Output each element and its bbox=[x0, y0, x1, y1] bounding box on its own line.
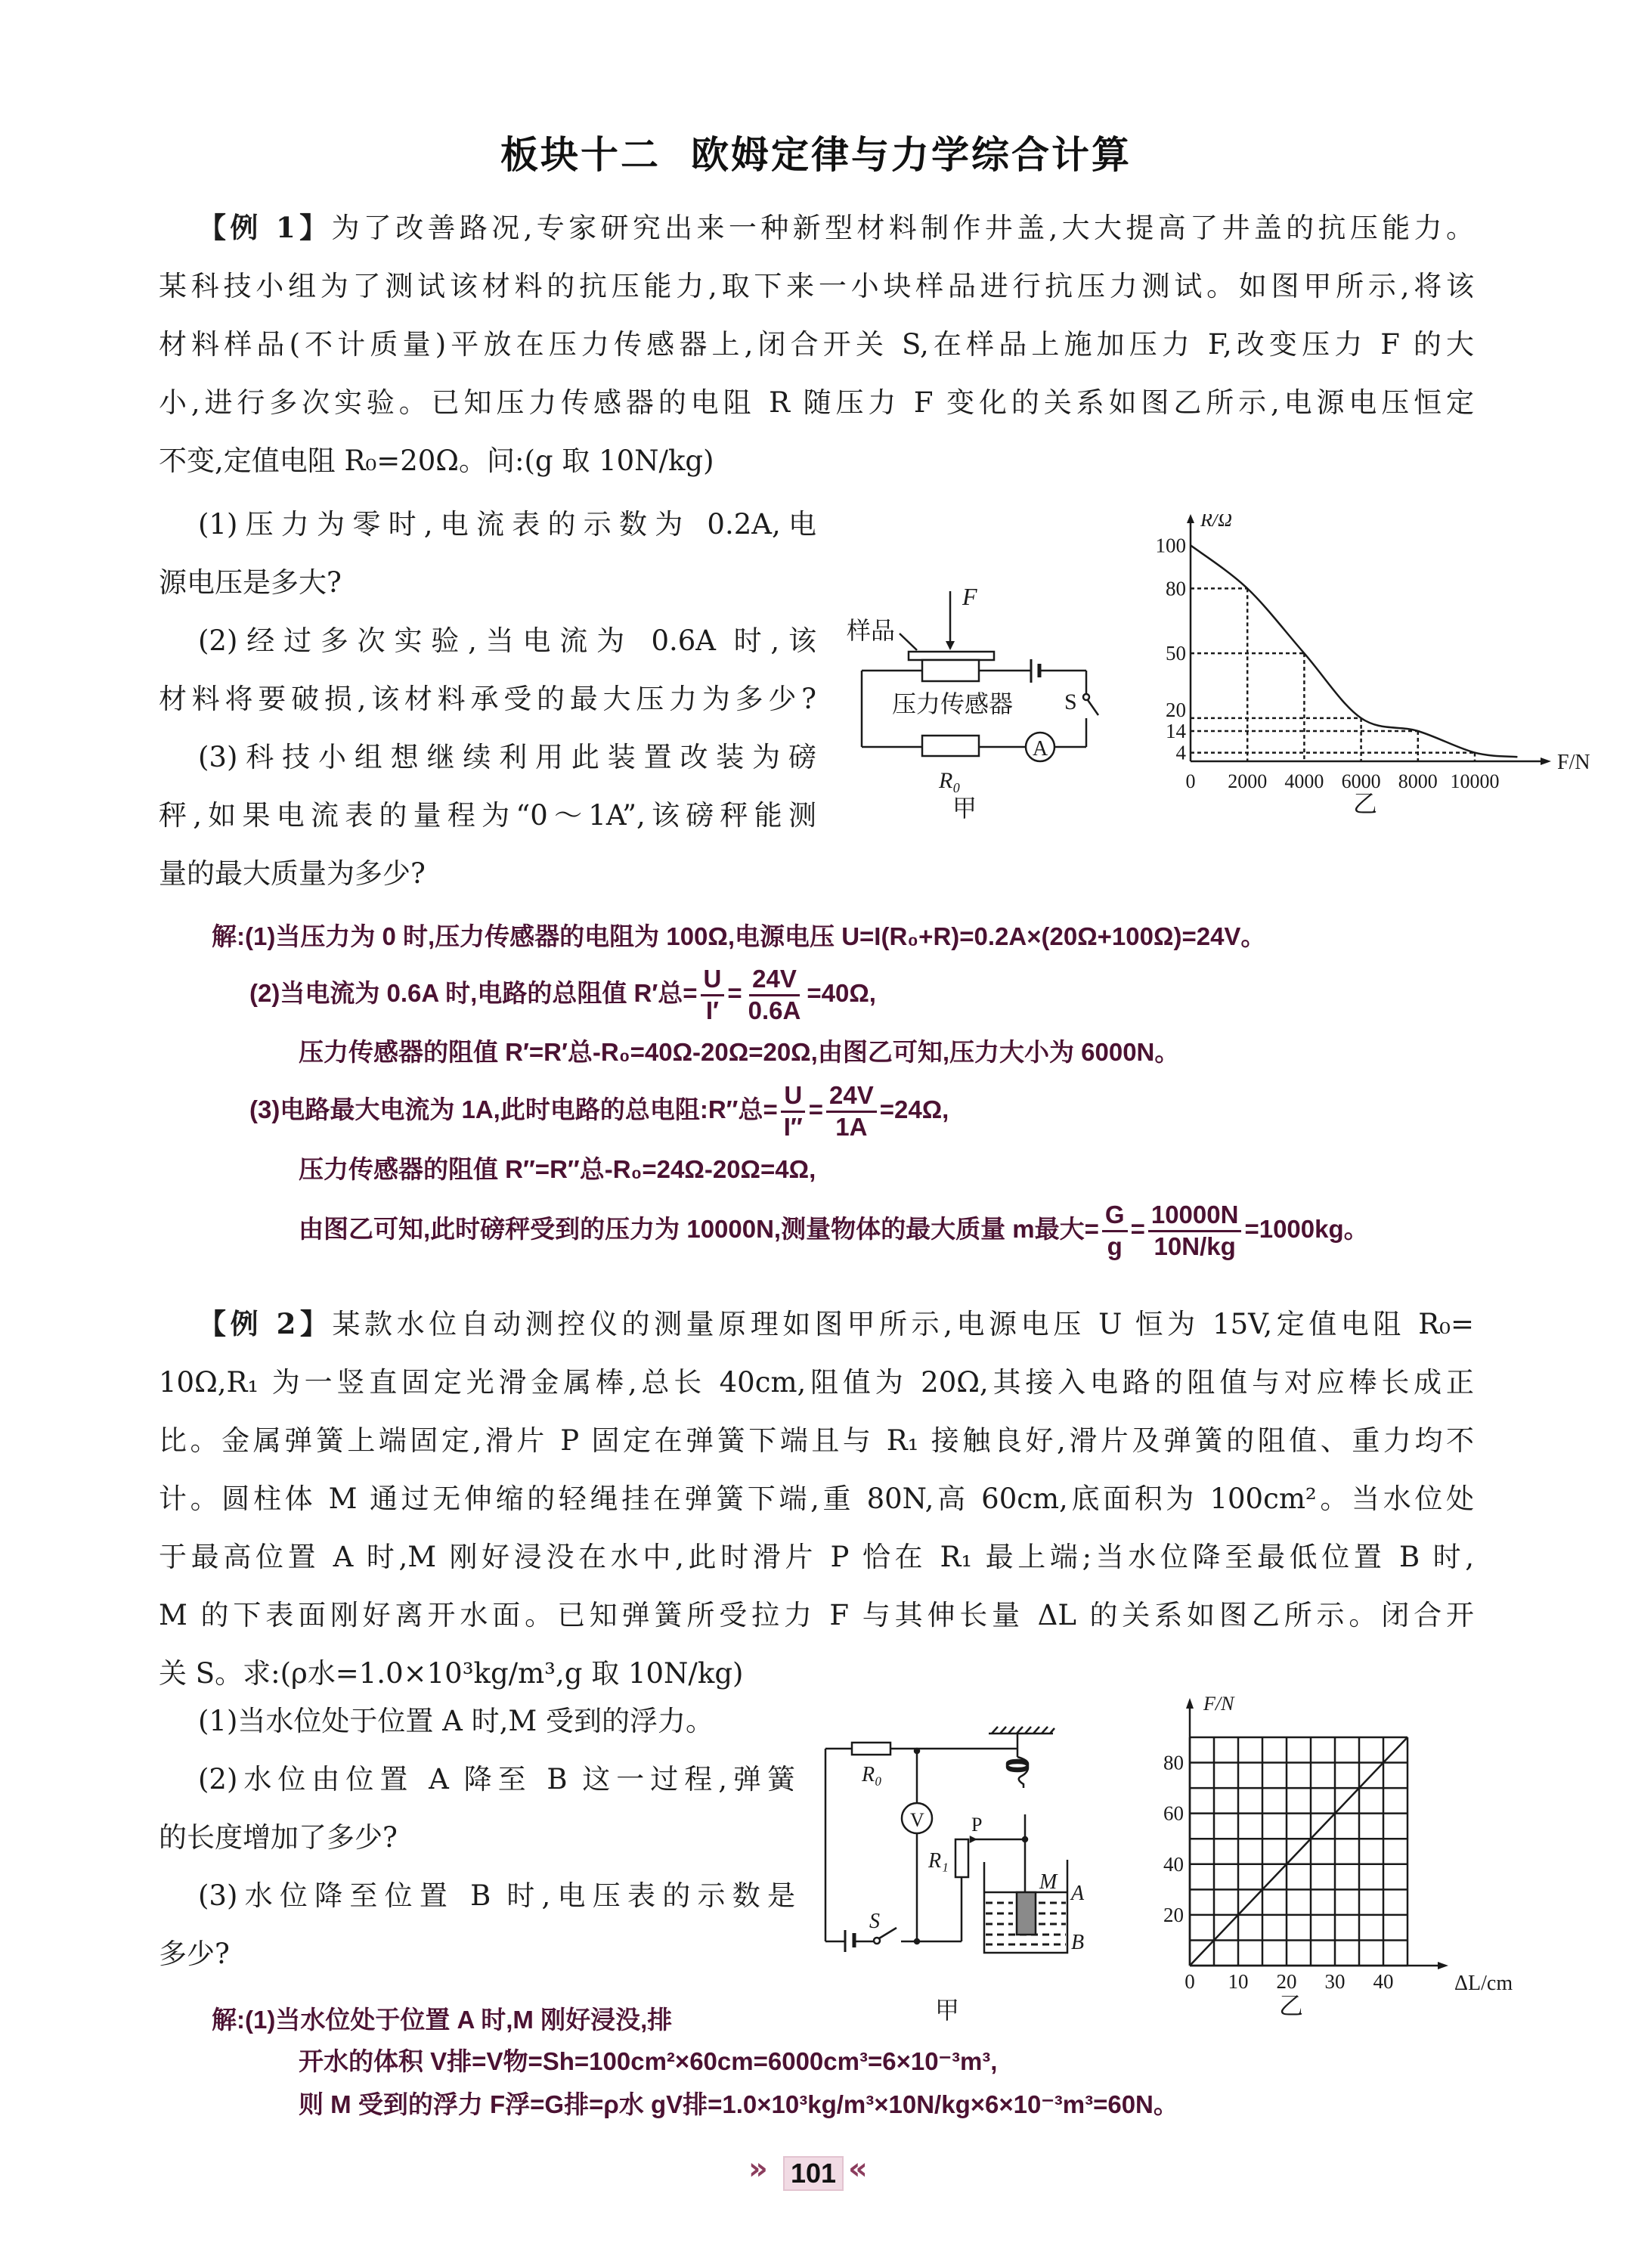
example2-label: 【例 2】 bbox=[198, 1307, 333, 1340]
example1-line-2: 某科技小组为了测试该材料的抗压能力,取下来一小块样品进行抗压力测试。如图甲所示,将该 bbox=[159, 270, 1474, 302]
ex1-solution-line-3: 压力传感器的阻值 R′=R′总-R₀=40Ω-20Ω=20Ω,由图乙可知,压力大小为 6000N。 bbox=[299, 1038, 1180, 1066]
resistor-r1 bbox=[955, 1839, 968, 1877]
switch-pivot bbox=[874, 1938, 880, 1944]
f-vs-dl-chart bbox=[1134, 1693, 1587, 2026]
y-axis-arrow bbox=[1186, 1698, 1194, 1709]
fraction bbox=[826, 1083, 877, 1140]
numerator: 24V bbox=[749, 966, 800, 996]
figure-jia-caption: 甲 bbox=[952, 794, 977, 823]
solution-text: =1000kg。 bbox=[1244, 1214, 1369, 1243]
example1-line-3: 材料样品(不计质量)平放在压力传感器上,闭合开关 S,在样品上施加压力 F,改变压力 F 的大 bbox=[159, 328, 1474, 361]
ex2-circuit-diagram bbox=[816, 1709, 1134, 2026]
switch-blade bbox=[879, 1928, 897, 1938]
x-tick-label: 20 bbox=[1276, 1970, 1297, 1993]
example1-line-5: 不变,定值电阻 R₀=20Ω。问:(g 取 10N/kg) bbox=[159, 445, 714, 477]
ex1-solution-line-2 bbox=[249, 966, 876, 1024]
x-tick-label: 0 bbox=[1185, 1970, 1195, 1993]
x-tick-label: 10000 bbox=[1450, 770, 1500, 792]
x-tick-label: 8000 bbox=[1398, 770, 1438, 792]
example2-line-2: 10Ω,R₁ 为一竖直固定光滑金属棒,总长 40cm,阻值为 20Ω,其接入电路的阻值与对应棒长成正 bbox=[159, 1366, 1474, 1399]
ex2-solution-line-2: 开水的体积 V排=V物=Sh=100cm²×60cm=6000cm³=6×10⁻³m³, bbox=[299, 2047, 998, 2075]
example2-line-5: 于最高位置 A 时,M 刚好浸没在水中,此时滑片 P 恰在 R₁ 最上端;当水位降至最低位置 B 时, bbox=[159, 1541, 1474, 1573]
force-label: F bbox=[962, 583, 977, 610]
ceiling-hatch bbox=[992, 1727, 1054, 1734]
x-tick-label: 10 bbox=[1228, 1970, 1249, 1993]
figure-yi-caption: 乙 bbox=[1353, 789, 1378, 816]
denominator: 10N/kg bbox=[1154, 1232, 1236, 1260]
example2-text: 某款水位自动测控仪的测量原理如图甲所示,电源电压 U 恒为 15V,定值电阻 R₀= bbox=[332, 1308, 1474, 1340]
solution-text: (2)当电流为 0.6A 时,电路的总阻值 R′总= bbox=[249, 978, 698, 1007]
y-tick-label: 80 bbox=[1166, 577, 1186, 600]
chevron-right-icon: » bbox=[748, 2152, 768, 2186]
fraction bbox=[701, 966, 725, 1024]
solution-text: (3)电路最大电流为 1A,此时电路的总电阻:R″总= bbox=[249, 1095, 778, 1123]
solution-text: =40Ω, bbox=[807, 978, 876, 1007]
switch-pivot bbox=[1083, 694, 1089, 700]
y-tick-label: 14 bbox=[1166, 720, 1186, 742]
y-axis-arrow bbox=[1187, 514, 1194, 523]
example1-line-4: 小,进行多次实验。已知压力传感器的电阻 R 随压力 F 变化的关系如图乙所示,电源电压恒定 bbox=[159, 386, 1474, 419]
numerator: 24V bbox=[826, 1083, 877, 1113]
section-topic: 欧姆定律与力学综合计算 bbox=[691, 133, 1132, 177]
x-tick-label: 4000 bbox=[1284, 770, 1324, 792]
example2-line-6: M 的下表面刚好离开水面。已知弹簧所受拉力 F 与其伸长量 ΔL 的关系如图乙所示。闭合开 bbox=[159, 1599, 1474, 1631]
ex1-q2-line2: 材料将要破损,该材料承受的最大压力为多少? bbox=[159, 683, 816, 715]
ex2-solution-line-3: 则 M 受到的浮力 F浮=G排=ρ水 gV排=1.0×10³kg/m³×10N/kg×6×10⁻³m³=60N。 bbox=[299, 2090, 1178, 2118]
fraction bbox=[1148, 1202, 1242, 1259]
solution-text: 由图乙可知,此时磅秤受到的压力为 10000N,测量物体的最大质量 m最大= bbox=[299, 1214, 1099, 1243]
denominator: 0.6A bbox=[748, 996, 801, 1024]
x-tick-label: 40 bbox=[1373, 1970, 1394, 1993]
fraction bbox=[781, 1083, 806, 1140]
figure-yi-caption: 乙 bbox=[1279, 1991, 1304, 2020]
slider-label: P bbox=[971, 1814, 983, 1836]
y-tick-label: 40 bbox=[1163, 1852, 1184, 1876]
slider-p bbox=[971, 1837, 975, 1842]
x-axis-label: ΔL/cm bbox=[1454, 1972, 1513, 1995]
y-tick-label: 20 bbox=[1166, 699, 1186, 721]
force-arrowhead bbox=[946, 641, 955, 650]
ex1-q3-line3: 量的最大质量为多少? bbox=[159, 857, 426, 890]
y-tick-label: 50 bbox=[1166, 642, 1186, 665]
denominator: I″ bbox=[783, 1112, 803, 1141]
example2-line-3: 比。金属弹簧上端固定,滑片 P 固定在弹簧下端且与 R₁ 接触良好,滑片及弹簧的阻值、重力均不 bbox=[159, 1424, 1474, 1457]
ex1-q2-line1: (2)经过多次实验,当电流为 0.6A 时,该 bbox=[198, 624, 816, 657]
cylinder-label: M bbox=[1039, 1870, 1058, 1894]
example2-line-4: 计。圆柱体 M 通过无伸缩的轻绳挂在弹簧下端,重 80N,高 60cm,底面积为 100cm²。当水位处 bbox=[159, 1483, 1474, 1515]
spring bbox=[1007, 1757, 1028, 1788]
page-title bbox=[0, 125, 1632, 179]
ex2-q2-line1: (2)水位由位置 A 降至 B 这一过程,弹簧 bbox=[198, 1763, 795, 1796]
ex1-q1-line2: 源电压是多大? bbox=[159, 566, 342, 599]
resistor-r0 bbox=[852, 1743, 890, 1755]
y-axis-label: F/N bbox=[1203, 1693, 1234, 1715]
r1-label: R₁ bbox=[928, 1849, 949, 1873]
example1-label: 【例 1】 bbox=[198, 211, 332, 244]
y-axis-label: R/Ω bbox=[1200, 514, 1232, 531]
sample-label: 样品 bbox=[847, 616, 896, 645]
ammeter-label: A bbox=[1033, 737, 1048, 761]
level-b-label: B bbox=[1071, 1931, 1085, 1954]
sample-leader-line bbox=[900, 634, 917, 650]
solution-text: =24Ω, bbox=[879, 1095, 949, 1123]
y-tick-label: 4 bbox=[1175, 741, 1186, 764]
ex1-q3-line2: 秤,如果电流表的量程为“0～1A”,该磅秤能测 bbox=[159, 799, 816, 832]
r-vs-f-chart bbox=[1134, 514, 1618, 816]
ex1-solution-line-6 bbox=[299, 1202, 1369, 1259]
fraction bbox=[745, 966, 804, 1024]
ex1-solution-line-5: 压力传感器的阻值 R″=R″总-R₀=24Ω-20Ω=4Ω, bbox=[299, 1155, 816, 1183]
y-tick-label: 60 bbox=[1163, 1802, 1184, 1825]
numerator: 10000N bbox=[1148, 1202, 1242, 1232]
example1-text: 为了改善路况,专家研究出来一种新型材料制作井盖,大大提高了井盖的抗压能力。 bbox=[331, 212, 1474, 244]
example1-line-1 bbox=[198, 211, 1474, 244]
level-a-label: A bbox=[1071, 1882, 1085, 1905]
example2-line-7: 关 S。求:(ρ水=1.0×10³kg/m³,g 取 10N/kg) bbox=[159, 1657, 744, 1690]
ex1-circuit-diagram bbox=[839, 575, 1141, 824]
ex1-solution-line-4 bbox=[249, 1083, 949, 1140]
chevron-left-icon: « bbox=[848, 2152, 868, 2186]
r0-label: R₀ bbox=[862, 1763, 882, 1786]
switch-label: S bbox=[1064, 689, 1077, 714]
ex1-q1-line1: (1)压力为零时,电流表的示数为 0.2A,电 bbox=[198, 508, 816, 541]
numerator: U bbox=[781, 1083, 805, 1113]
page-number: 101 bbox=[783, 2156, 844, 2191]
ex2-q3-line2: 多少? bbox=[159, 1938, 230, 1970]
ex1-q3-line1: (3)科技小组想继续利用此装置改装为磅 bbox=[198, 741, 816, 773]
x-tick-label: 0 bbox=[1185, 770, 1196, 792]
voltmeter-label: V bbox=[910, 1809, 924, 1831]
numerator: G bbox=[1102, 1202, 1128, 1232]
x-tick-label: 6000 bbox=[1341, 770, 1381, 792]
ex2-q2-line2: 的长度增加了多少? bbox=[159, 1821, 398, 1854]
y-tick-label: 20 bbox=[1163, 1903, 1184, 1926]
ex2-q3-line1: (3)水位降至位置 B 时,电压表的示数是 bbox=[198, 1879, 795, 1912]
ex2-q1: (1)当水位处于位置 A 时,M 受到的浮力。 bbox=[198, 1705, 714, 1737]
ex1-solution-line-1: 解:(1)当压力为 0 时,压力传感器的电阻为 100Ω,电源电压 U=I(R₀+R)=0.2A×(20Ω+100Ω)=24V。 bbox=[212, 922, 1266, 950]
y-tick-label: 100 bbox=[1155, 534, 1186, 557]
r0-label: R₀ bbox=[939, 768, 961, 793]
switch-label: S bbox=[869, 1910, 880, 1933]
section-number: 板块十二 bbox=[500, 133, 661, 177]
force-extension-line bbox=[1190, 1737, 1407, 1966]
switch-blade bbox=[1088, 700, 1098, 715]
equals: = bbox=[808, 1095, 824, 1123]
resistance-curve bbox=[1191, 545, 1517, 757]
example2-line-1 bbox=[198, 1307, 1474, 1340]
equals: = bbox=[1130, 1214, 1145, 1243]
equals: = bbox=[727, 978, 742, 1007]
figure-jia-caption: 甲 bbox=[935, 1996, 960, 2025]
x-axis-label: F/N bbox=[1557, 751, 1590, 774]
denominator: 1A bbox=[835, 1112, 868, 1141]
x-tick-label: 2000 bbox=[1228, 770, 1268, 792]
fraction bbox=[1102, 1202, 1128, 1259]
x-tick-label: 30 bbox=[1324, 1970, 1346, 1993]
numerator: U bbox=[701, 966, 725, 996]
sample-plate bbox=[909, 652, 994, 660]
resistor-r0 bbox=[922, 736, 979, 756]
denominator: I′ bbox=[705, 996, 719, 1024]
y-tick-label: 80 bbox=[1163, 1751, 1184, 1774]
denominator: g bbox=[1107, 1232, 1123, 1260]
pressure-sensor bbox=[922, 660, 979, 681]
x-axis-arrow bbox=[1438, 1962, 1448, 1969]
ex2-solution-line-1: 解:(1)当水位处于位置 A 时,M 刚好浸没,排 bbox=[212, 2006, 673, 2034]
x-axis-arrow bbox=[1541, 758, 1551, 765]
sensor-label: 压力传感器 bbox=[892, 689, 1014, 718]
cylinder-m bbox=[1017, 1892, 1036, 1935]
